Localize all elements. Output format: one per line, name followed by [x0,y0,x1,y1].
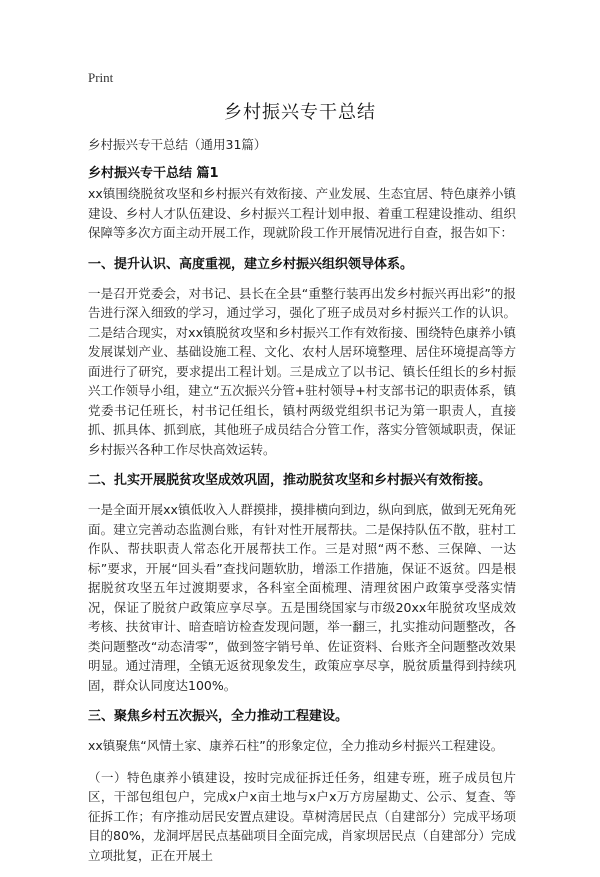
page-title: 乡村振兴专干总结 [224,102,376,123]
document-subtitle: 乡村振兴专干总结（通用31篇） [88,137,267,152]
heading-three: 三、聚焦乡村五次振兴，全力推动工程建设。 [88,709,349,724]
print-label[interactable]: Print [88,70,114,85]
section-title: 乡村振兴专干总结 篇1 [88,166,219,181]
paragraph-one: 一是召开党委会，对书记、县长在全县“重整行装再出发乡村振兴再出彩”的报告进行深入细致的学习，通过学习，强化了班子成员对乡村振兴工作的认识。二是结合现实，对xx镇脱贫攻坚和乡村振兴工作有效衔接、围绕特色康养小镇发展谋划产业、基础设施工程、文化、农村人居环境整理、居住环境提高等方面进行了研究，要求提出工程计划。三是成立了以书记、镇长任组长的乡村振兴工作领导小组，建立“五次振兴分管+驻村领导+村支部书记的职责体系，镇党委书记任班长，村书记任组长，镇村两级党组织书记为第一职责人，直接抓、抓具体、抓到底，其他班子成员结合分管工作，落实分管领域职责，保证乡村振兴各种工作尽快高效运转。 [88,285,516,457]
heading-two: 二、扎实开展脱贫攻坚成效巩固，推动脱贫攻坚和乡村振兴有效衔接。 [88,473,492,488]
paragraph-four: （一）特色康养小镇建设，按时完成征拆迁任务，组建专班，班子成员包片区，干部包组包户，完成x户x亩土地与x户x万方房屋勘丈、公示、复查、等征拆工作；有序推动居民安置点建设。草树湾居民点（自建部分）完成平场项目的80%，龙洞坪居民点基础项目全面完成，肖家坝居民点（自建部分）完成立项批复，正在开展土 [88,769,516,863]
intro-paragraph: xx镇围绕脱贫攻坚和乡村振兴有效衔接、产业发展、生态宜居、特色康养小镇建设、乡村人才队伍建设、乡村振兴工程计划申报、着重工程建设推动、组织保障等多次方面主动开展工作，现就阶段工作开展情况进行自查，报告如下： [88,186,516,240]
heading-one: 一、提升认识、高度重视，建立乡村振兴组织领导体系。 [88,256,414,272]
paragraph-two: 一是全面开展xx镇低收入人群摸排，摸排横向到边，纵向到底，做到无死角死面。建立完善动态监测台账，有针对性开展帮扶。二是保持队伍不散，驻村工作队、帮扶职责人常态化开展帮扶工作。三是对照“两不愁、三保障、一达标”要求，开展“回头看”查找问题软肋，增添工作措施，保证不返贫。四是根据脱贫攻坚五年过渡期要求，各科室全面梳理、清理贫困户政策享受落实情况，保证了脱贫户政策应享尽享。五是围绕国家与市级20xx年脱贫攻坚成效考核、扶贫审计、暗查暗访检查发现问题，举一翻三，扎实推动问题整改，各类问题整改“动态清零”，做到签字销号单、佐证资料、台账齐全问题整改效果明显。通过清理，全镇无返贫现象发生，政策应享尽享，脱贫质量得到持续巩固，群众认同度达100%。 [88,502,516,693]
paragraph-three: xx镇聚焦“风情土家、康养石柱”的形象定位，全力推动乡村振兴工程建设。 [88,738,504,753]
article-body [88,184,516,877]
